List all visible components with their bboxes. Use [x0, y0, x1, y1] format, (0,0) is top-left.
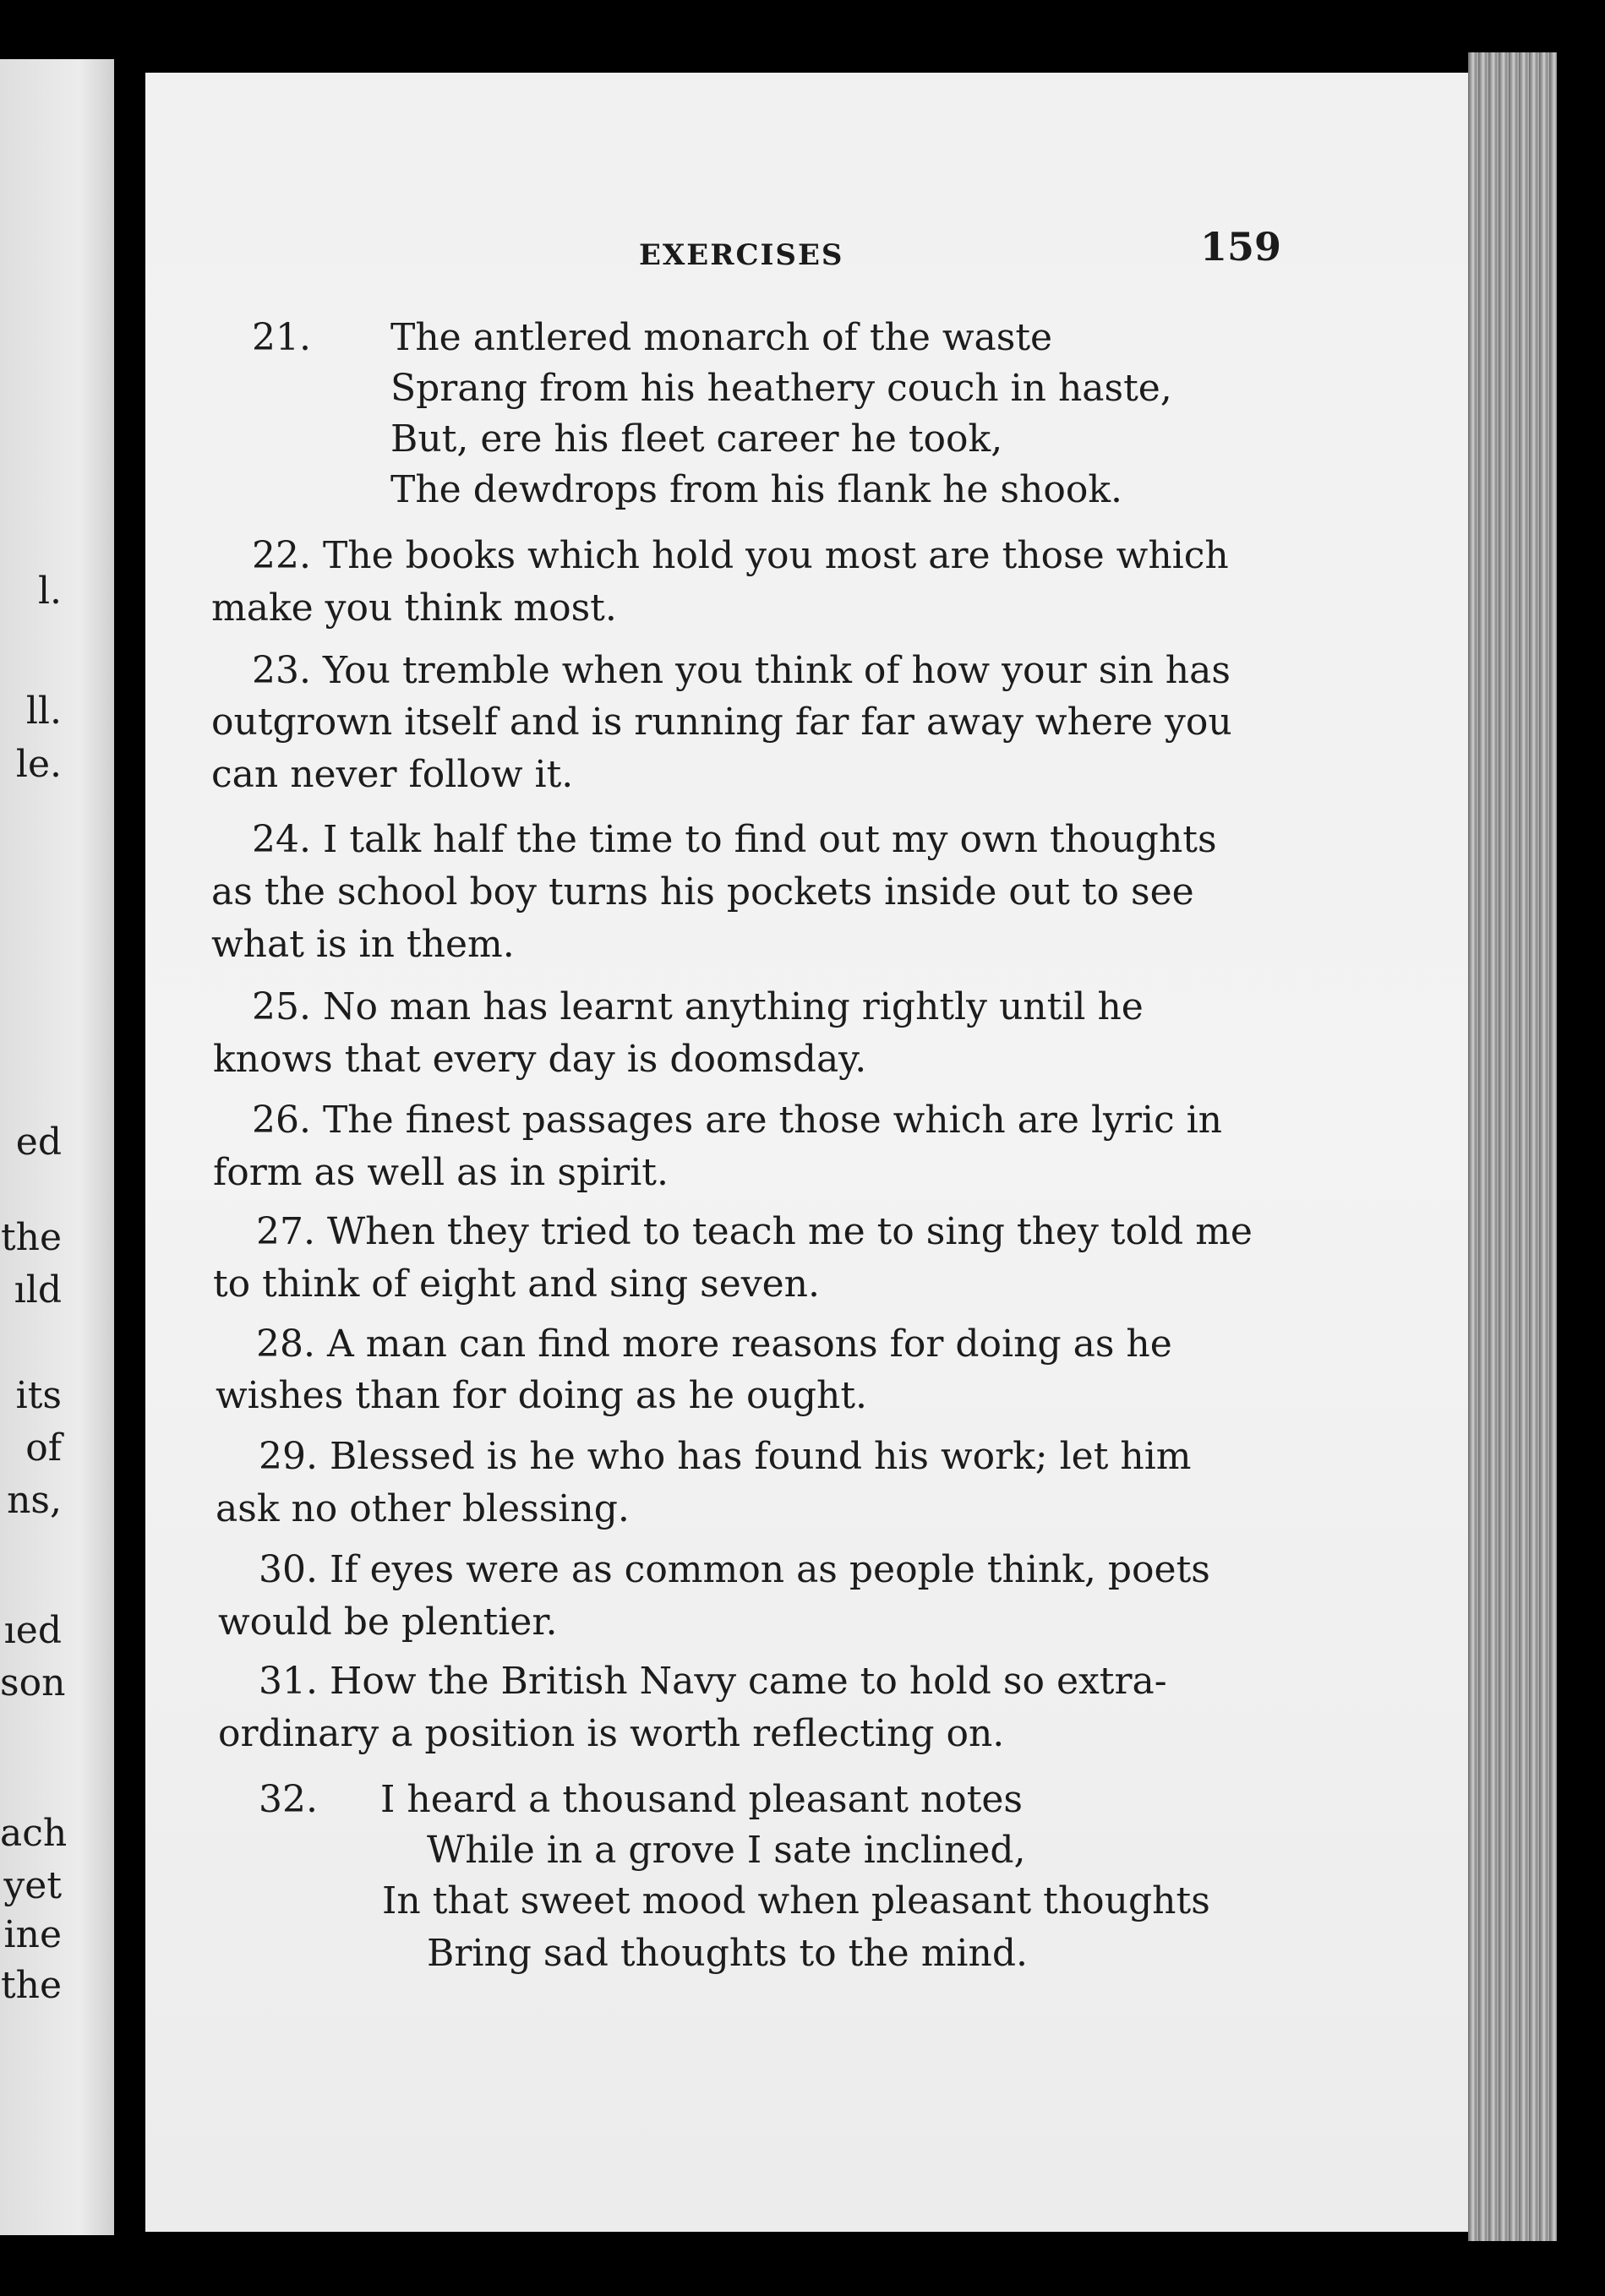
- exercise-line: 23. You tremble when you think of how your sin has: [252, 649, 1231, 692]
- exercise-line: 29. Blessed is he who has found his work; let him: [259, 1435, 1192, 1478]
- facing-page-fragment: son: [0, 1661, 66, 1704]
- exercise-line: 24. I talk half the time to find out my own thoughts: [252, 818, 1217, 861]
- facing-page-fragment: the: [0, 1964, 62, 2007]
- facing-page-fragment: ns,: [7, 1479, 62, 1522]
- verse-line: Bring sad thoughts to the mind.: [427, 1932, 1028, 1975]
- exercise-line: make you think most.: [211, 586, 617, 630]
- page-edges: [1468, 52, 1557, 2241]
- facing-page-strip: [0, 59, 114, 2235]
- exercise-line: 25. No man has learnt anything rightly until he: [252, 985, 1144, 1028]
- verse-line: But, ere his fleet career he took,: [390, 417, 1003, 461]
- exercise-line: 27. When they tried to teach me to sing they told me: [256, 1210, 1253, 1253]
- verse-line: I heard a thousand pleasant notes: [380, 1778, 1023, 1821]
- facing-page-fragment: ed: [15, 1121, 62, 1164]
- exercise-line: as the school boy turns his pockets inside out to see: [211, 870, 1194, 913]
- exercise-line: 30. If eyes were as common as people think, poets: [259, 1548, 1210, 1591]
- verse-line: Sprang from his heathery couch in haste,: [390, 367, 1172, 410]
- running-title: EXERCISES: [639, 238, 844, 272]
- exercise-line: knows that every day is doomsday.: [213, 1038, 867, 1081]
- facing-page-fragment: yet: [3, 1864, 62, 1907]
- exercise-line: ask no other blessing.: [216, 1487, 630, 1530]
- exercise-line: 28. A man can find more reasons for doing as he: [256, 1323, 1172, 1366]
- facing-page-fragment: l.: [37, 570, 62, 613]
- exercise-line: to think of eight and sing seven.: [213, 1263, 820, 1306]
- page-number: 159: [1200, 224, 1282, 270]
- exercise-line: 22. The books which hold you most are those which: [252, 534, 1229, 577]
- facing-page-fragment: ll.: [25, 690, 62, 733]
- exercise-line: 31. How the British Navy came to hold so extra-: [259, 1660, 1167, 1703]
- verse-line: The dewdrops from his flank he shook.: [390, 468, 1122, 511]
- exercise-number: 21.: [252, 316, 311, 359]
- exercise-line: outgrown itself and is running far far away where you: [211, 701, 1232, 744]
- facing-page-fragment: ine: [3, 1913, 62, 1956]
- facing-page-fragment: the: [0, 1216, 62, 1259]
- exercise-line: ordinary a position is worth reflecting on.: [218, 1712, 1005, 1755]
- facing-page-fragment: ıed: [3, 1609, 62, 1652]
- verse-line: While in a grove I sate inclined,: [427, 1829, 1026, 1872]
- verse-line: The antlered monarch of the waste: [390, 316, 1053, 359]
- exercise-line: form as well as in spirit.: [213, 1151, 669, 1194]
- facing-page-fragment: le.: [15, 743, 62, 786]
- facing-page-fragment: ach: [0, 1812, 68, 1855]
- exercise-line: what is in them.: [211, 923, 515, 966]
- exercise-line: can never follow it.: [211, 753, 574, 796]
- verse-line: In that sweet mood when pleasant thoughts: [382, 1879, 1210, 1922]
- facing-page-fragment: ıld: [14, 1268, 62, 1312]
- facing-page-fragment: its: [15, 1374, 62, 1417]
- exercise-number: 32.: [259, 1778, 318, 1821]
- exercise-line: 26. The finest passages are those which are lyric in: [252, 1099, 1223, 1142]
- exercise-line: wishes than for doing as he ought.: [216, 1374, 868, 1417]
- exercise-line: would be plentier.: [218, 1601, 558, 1644]
- facing-page-fragment: of: [25, 1426, 62, 1470]
